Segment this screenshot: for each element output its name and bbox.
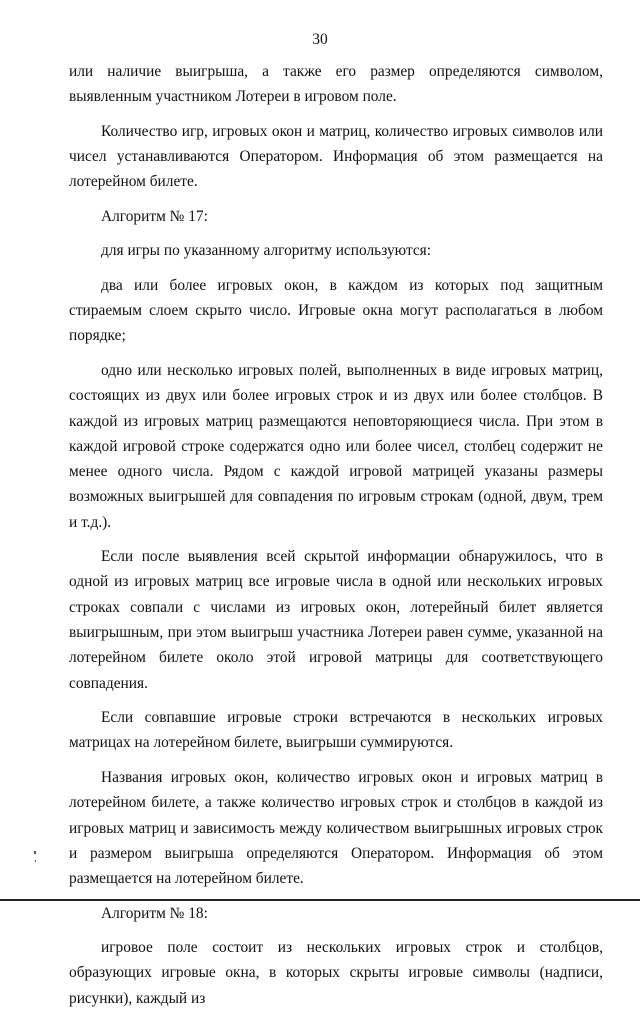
paragraph-operator-defines: Названия игровых окон, количество игровых окон и игровых матриц в лотерейном билете, а также количество игровых строк и столбцов в каждой из игровых матриц и зависимость между количеством выигрышных игровых строк и размером выигрыша определяются Оператором. Информация об этом размещается на лотерейном билете. xyxy=(69,768,603,888)
paragraph-algorithm-18-field: игровое поле состоит из нескольких игровых строк и столбцов, образующих игровые окна, в которых скрыты игровые символы (надписи, рисунки), каждый из xyxy=(69,939,603,1007)
heading-algorithm-18: Алгоритм № 18: xyxy=(101,904,208,922)
paragraph-winnings-summed: Если совпавшие игровые строки встречаются в нескольких игровых матрицах на лотерейном билете, выигрыши суммируются. xyxy=(69,709,603,752)
document-body xyxy=(69,59,603,1011)
paragraph-game-windows: два или более игровых окон, в каждом из которых под защитным стираемым слоем скрыто число. Игровые окна могут располагаться в любом порядке; xyxy=(69,276,603,345)
paragraph-operator-settings: Количество игр, игровых окон и матриц, количество игровых символов или чисел устанавливаются Оператором. Информация об этом размещается на лотерейном билете. xyxy=(69,122,603,191)
paragraph-winning-condition: Если после выявления всей скрытой информации обнаружилось, что в одной из игровых матриц все игровые числа в одной или нескольких игровых строках совпали с числами из игровых окон, лотерейный билет является выигрышным, при этом выигрыш участника Лотереи равен сумме, указанной на лотерейном билете около этой игровой матрицы для соответствующего совпадения. xyxy=(69,548,603,692)
paragraph-continuation: или наличие выигрыша, а также его размер определяются символом, выявленным участником Лотереи в игровом поле. xyxy=(69,63,603,106)
heading-algorithm-17: Алгоритм № 17: xyxy=(101,207,208,225)
scan-bottom-edge xyxy=(0,899,640,901)
scan-speck xyxy=(34,851,36,854)
paragraph-game-matrices: одно или несколько игровых полей, выполненных в виде игровых матриц, состоящих из двух или более игровых строк и из двух или более столбцов. В каждой из игровых матриц размещаются неповторяющиеся числа. При этом в каждой игровой строке содержатся одно или более чисел, столбец содержит не менее одного числа. Рядом с каждой игровой матрицей указаны размеры возможных выигрышей для совпадения по игровым строкам (одной, двум, трем и т.д.). xyxy=(69,361,603,531)
page-number: 30 xyxy=(312,31,328,48)
paragraph-algorithm-17-intro: для игры по указанному алгоритму используются: xyxy=(101,242,432,260)
scan-speck xyxy=(35,860,36,862)
